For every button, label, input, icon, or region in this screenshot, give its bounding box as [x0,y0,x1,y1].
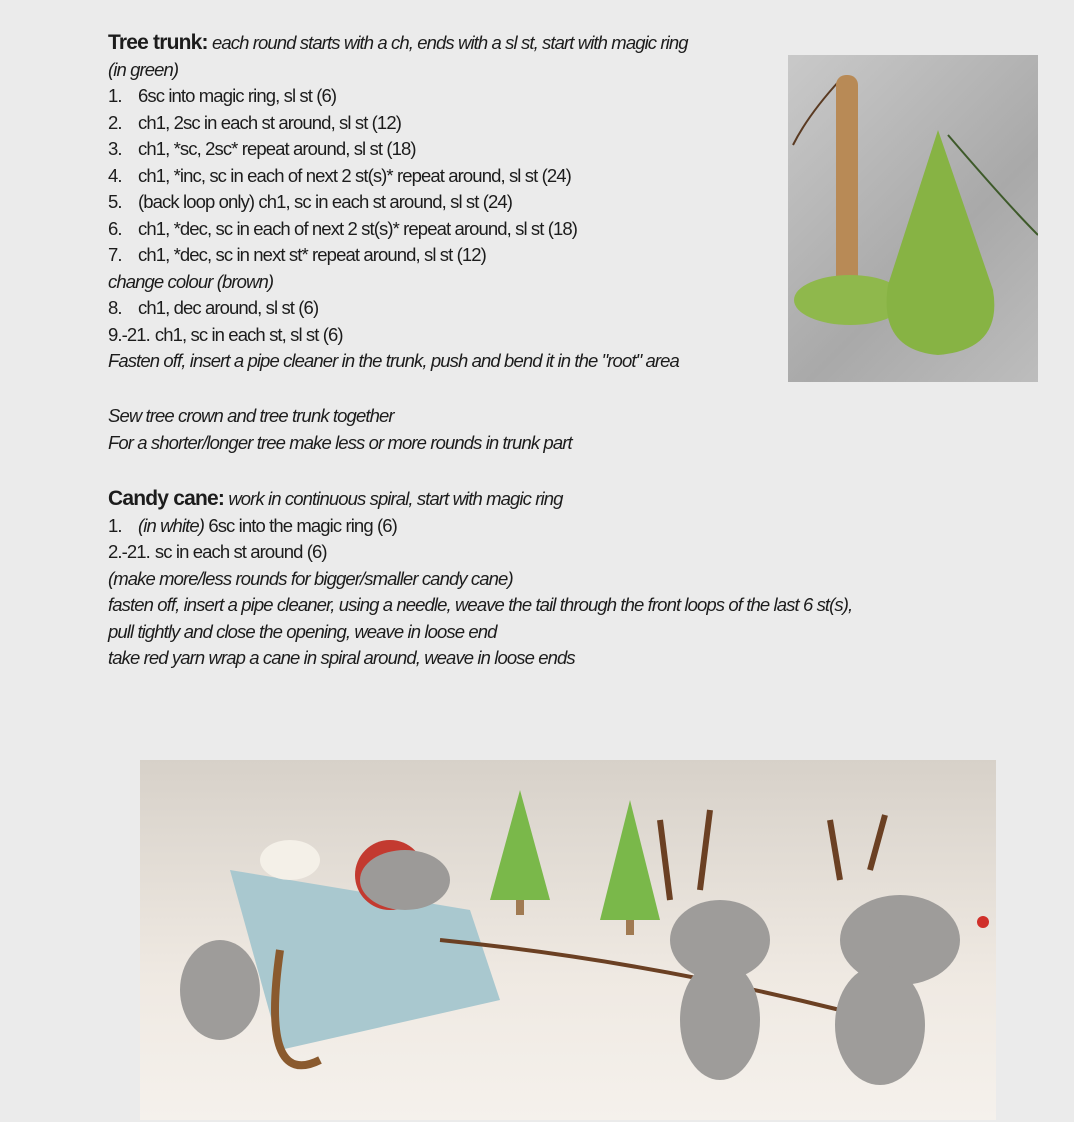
round-number: 3. [108,138,122,159]
round-number: 8. [108,297,122,318]
assembly-section [108,403,572,456]
round-number: 2. [108,111,122,133]
round-number: 5. [108,191,122,212]
color-note: (in white) [138,514,205,536]
candy-cane-heading: Candy cane: [108,487,225,510]
round-number: 9.-21. [108,323,150,345]
round-8 [108,295,688,322]
sleigh-mice-photo [140,760,996,1120]
round-number: 1. [108,514,122,536]
round-2 [108,110,688,137]
round-5 [108,189,688,216]
cane-finish-2: pull tightly and close the opening, weave in loose end [108,620,497,642]
finish-instructions: Fasten off, insert a pipe cleaner in the trunk, push and bend it in the "root" area [108,350,679,371]
assembly-line-1: Sew tree crown and tree trunk together [108,405,394,426]
candy-cane-section [108,486,852,672]
round-text: ch1, *dec, sc in next st* repeat around, sl st (12) [138,244,486,265]
cane-note: (make more/less rounds for bigger/smaller candy cane) [108,567,513,589]
round-number: 4. [108,164,122,186]
tree-trunk-title-line [108,30,688,57]
color-note: (in green) [108,58,179,80]
tree-trunk-section [108,30,688,375]
round-number: 6. [108,217,122,239]
cane-finish-3: take red yarn wrap a cane in spiral around, weave in loose ends [108,647,575,668]
change-colour-note: change colour (brown) [108,270,274,292]
tree-trunk-heading: Tree trunk: [108,31,208,54]
round-text: ch1, dec around, sl st (6) [138,297,319,318]
round-text: 6sc into magic ring, sl st (6) [138,85,337,106]
round-text: (back loop only) ch1, sc in each st around, sl st (24) [138,191,513,212]
assembly-line-2: For a shorter/longer tree make less or more rounds in trunk part [108,431,572,453]
round-text: sc in each st around (6) [154,541,327,562]
round-text: ch1, 2sc in each st around, sl st (12) [138,111,401,133]
round-text: ch1, *sc, 2sc* repeat around, sl st (18) [138,138,416,159]
round-text: 6sc into the magic ring (6) [208,514,397,536]
tree-illustration [788,55,1038,382]
round-3 [108,136,688,163]
cane-finish-1: fasten off, insert a pipe cleaner, using a needle, weave the tail through the front loops of the last 6 st(s), [108,594,853,615]
round-9-21 [108,322,688,349]
round-text: ch1, sc in each st, sl st (6) [154,323,343,345]
cane-round-1 [108,513,852,540]
round-number: 2.-21. [108,541,150,562]
cane-round-2-21 [108,539,852,566]
tree-photo [788,55,1038,382]
round-number: 1. [108,85,122,106]
tree-trunk-intro: each round starts with a ch, ends with a sl st, start with magic ring [211,32,688,53]
round-6 [108,216,688,243]
round-text: ch1, *dec, sc in each of next 2 st(s)* repeat around, sl st (18) [138,217,578,239]
round-1 [108,83,688,110]
round-7 [108,242,688,269]
round-number: 7. [108,244,122,265]
round-4 [108,163,688,190]
candy-cane-title-line [108,486,852,513]
sleigh-illustration [140,760,996,1120]
candy-cane-intro: work in continuous spiral, start with magic ring [228,488,563,509]
round-text: ch1, *inc, sc in each of next 2 st(s)* repeat around, sl st (24) [138,164,571,186]
